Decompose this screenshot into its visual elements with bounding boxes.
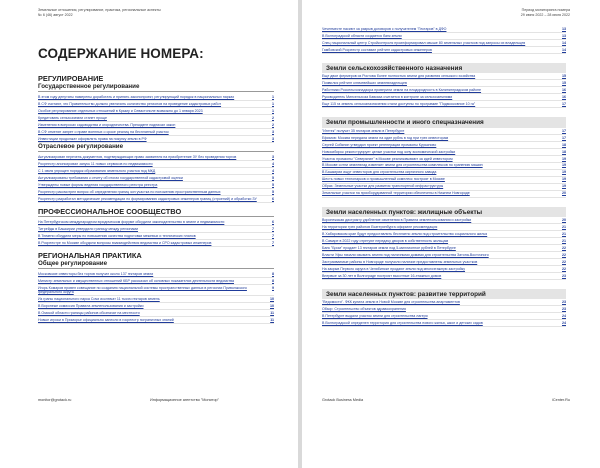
section-divider <box>38 268 274 269</box>
toc-entry-page[interactable]: 19 <box>562 177 566 182</box>
toc-entry-title[interactable]: Участок промзоны "Северянин" в Москве реализовывают за идей инвестором <box>322 156 453 161</box>
toc-entry-page[interactable]: 3 <box>272 129 274 134</box>
toc-entry-title[interactable]: Земельные участки на приоборудованной территории обеспечены в Нижнем Новгороде <box>322 191 470 196</box>
toc-entry[interactable] <box>38 278 274 285</box>
toc-entry-page[interactable]: 16 <box>562 88 566 93</box>
toc-entry-page[interactable]: 9 <box>272 285 274 290</box>
left-header <box>38 8 161 18</box>
toc-entry-page[interactable]: 1 <box>272 101 274 106</box>
toc-entry-page[interactable]: 21 <box>562 231 566 236</box>
toc-entry-title[interactable]: Гамбовский Росреестр составил рейтинг кадастровых инженеров <box>322 47 432 52</box>
toc-entry-page[interactable]: 5 <box>272 182 274 187</box>
toc-entry[interactable] <box>322 231 566 238</box>
toc-entry[interactable] <box>38 168 274 175</box>
toc-entry-page[interactable]: 3 <box>272 136 274 141</box>
toc-entry-page[interactable]: 23 <box>562 307 566 312</box>
section-band <box>322 207 566 217</box>
toc-entry-title[interactable]: Инвестиции продолжат оформлять права на покупку земли в РФ <box>38 136 147 141</box>
toc-entry[interactable] <box>38 182 274 189</box>
toc-entry-page[interactable]: 7 <box>272 227 274 232</box>
toc-entry-page[interactable]: 22 <box>562 266 566 271</box>
toc-entry-page[interactable]: 17 <box>562 135 566 140</box>
toc-entry[interactable] <box>38 196 274 203</box>
toc-entry[interactable] <box>38 233 274 240</box>
toc-entry[interactable] <box>38 317 274 324</box>
toc-entry-page[interactable]: 13 <box>562 26 566 31</box>
toc-entry[interactable] <box>322 266 566 273</box>
toc-entry[interactable] <box>322 170 566 177</box>
toc-entry[interactable] <box>322 94 566 101</box>
toc-entry-page[interactable]: 15 <box>562 81 566 86</box>
toc-entry[interactable] <box>38 219 274 226</box>
toc-entry-page[interactable]: 21 <box>562 238 566 243</box>
toc-entry-page[interactable]: 1 <box>272 108 274 113</box>
footer-email[interactable]: monitor@grotack.ru <box>38 398 72 402</box>
footer-agency: Информационное агентство "Монитор" <box>150 398 220 402</box>
section-band <box>322 63 566 73</box>
toc-entry[interactable] <box>322 26 566 33</box>
section-title: Земли промышленности и иного спецназначения <box>326 119 484 127</box>
toc-entry-title[interactable]: Изменения в вопросах садоводства и огородничества. Президент подписал закон <box>38 122 176 127</box>
toc-entry-title[interactable]: Игорь Комаров провел совещание по созданию национальной системы пространственных данных в регионах Приволжского федерального округа <box>38 285 247 295</box>
toc-entry-title[interactable]: Еще двое фермеров из Ростова более полностью земли для развития сельского хозяйства <box>322 74 476 79</box>
toc-entry-title[interactable]: В Самаре в 2022 году отрегуют передачу дворов в собственность жильцам <box>322 238 449 243</box>
subsection-title: Отраслевое регулирование <box>38 142 124 150</box>
toc-entry-title[interactable]: На закрыв Первого округа в Челябинске продают земли под многоэтажную застройку <box>322 266 466 271</box>
toc-entry-page[interactable]: 24 <box>562 321 566 326</box>
toc-entry[interactable] <box>38 303 274 310</box>
toc-entry-title[interactable]: В Воронеже комиссия Правила землепользования и застройки <box>38 304 144 309</box>
left-page <box>0 0 298 468</box>
toc-entry[interactable] <box>322 245 566 252</box>
toc-entry-page[interactable]: 6 <box>272 220 274 225</box>
toc-entry[interactable] <box>322 33 566 40</box>
toc-entry[interactable] <box>322 87 566 94</box>
section-title: ПРОФЕССИОНАЛЬНОЕ СООБЩЕСТВО <box>38 206 182 216</box>
toc-entry-page[interactable]: 1 <box>272 94 274 99</box>
toc-entry[interactable] <box>38 175 274 182</box>
toc-entry-page[interactable]: 5 <box>272 189 274 194</box>
toc-entry[interactable] <box>322 40 566 47</box>
toc-entry[interactable] <box>322 252 566 259</box>
toc-entry[interactable] <box>322 177 566 184</box>
header-period-label: Период мониторинга номера <box>521 8 570 12</box>
toc-entry-title[interactable]: В Росреестре по Москве обсудили вопросы взаимодействия ведомства и СРО кадастровых инженеров <box>38 241 212 246</box>
toc-entry-page[interactable]: 14 <box>562 40 566 45</box>
toc-entry-title[interactable]: Утверждены новые формы ведения государственного реестра реестра <box>38 182 158 187</box>
toc-entry-page[interactable]: 8 <box>272 278 274 283</box>
toc-entry[interactable] <box>322 306 566 313</box>
toc-entry-page[interactable]: 11 <box>270 311 274 316</box>
section-title: РЕГУЛИРОВАНИЕ <box>38 74 104 83</box>
section-band <box>322 289 566 299</box>
toc-entry-title[interactable]: Обзор: Строительство объектов здравоохранения <box>322 307 406 312</box>
toc-entry[interactable] <box>38 129 274 136</box>
section-title: РЕГИОНАЛЬНАЯ ПРАКТИКА <box>38 251 142 261</box>
toc-entry[interactable] <box>322 149 566 156</box>
toc-entry[interactable] <box>322 299 566 306</box>
toc-entry-title[interactable]: С 1 июля упрощен порядок образования земельного участка под МКД <box>38 168 156 173</box>
toc-entry-page[interactable]: 18 <box>562 149 566 154</box>
toc-entry[interactable] <box>322 238 566 245</box>
toc-entry-page[interactable]: 4 <box>272 161 274 166</box>
toc-entry[interactable] <box>322 217 566 224</box>
toc-entry-title[interactable]: Актуализированы требования к отчету об итогах государственной кадастровой оценки <box>38 175 183 180</box>
toc-entry[interactable] <box>322 128 566 135</box>
toc-entry[interactable] <box>322 47 566 54</box>
toc-entry-page[interactable]: 20 <box>562 217 566 222</box>
toc-entry-title[interactable]: Актуализирован перечень документов, подтверждающих право заявителя на приобретение ЗУ без проведения торгов <box>38 154 237 159</box>
toc-entry[interactable] <box>38 310 274 317</box>
toc-entry[interactable] <box>38 154 274 161</box>
toc-entry-title[interactable]: Шесть новых технопарков и промышленный комплекс построят в Москве <box>322 177 445 182</box>
toc-entry-title[interactable]: "Ведомости". ФКК купила земли в Новой Москве для строительства апартаментов <box>322 300 460 305</box>
toc-entry[interactable] <box>322 184 566 191</box>
section-title: Земли населенных пунктов: жилищные объекты <box>326 208 483 216</box>
toc-entry-title[interactable]: Банк "Бром" продает 13 гектаров земли под 5-миллионное рублей в Петербурге <box>322 245 456 250</box>
toc-entry-title[interactable]: Еще 115 га земель сельхозназначения стали доступны по программе "Подмосковное 10 га" <box>322 102 476 107</box>
toc-entry-page[interactable]: 11 <box>270 318 274 323</box>
toc-entry[interactable] <box>38 240 274 247</box>
toc-entry[interactable] <box>38 296 274 303</box>
toc-entry-title[interactable]: Образ: Земельные участки для развития транспортной инфраструктуры <box>322 184 444 189</box>
toc-entry-title[interactable]: Застраиваемые районы в Новгороде получили наличие предоставлены земельных участков <box>322 259 478 264</box>
page-title: СОДЕРЖАНИЕ НОМЕРА: <box>38 46 204 61</box>
toc-entry-title[interactable]: Из граны национального парка Сочи исключат 11 тысяч гектаров земель <box>38 297 160 302</box>
toc-entry-title[interactable]: В Петербурге выдали участок земли для строительства лагеря <box>322 314 428 319</box>
toc-entry-page[interactable]: 7 <box>272 241 274 246</box>
toc-entry[interactable] <box>38 271 274 278</box>
header-period-dates: 29 июня 2022 – 28 июля 2022 <box>520 12 570 17</box>
toc-entry-title[interactable]: Воронежская дистрикту удобнение изменения в Правила землепользования и застройки <box>322 217 472 222</box>
toc-entry-title[interactable]: Впервые за 30 лет в Волгограде построят высотные 16-этажных домов <box>322 273 442 278</box>
toc-entry-page[interactable]: 2 <box>272 115 274 120</box>
toc-entry-page[interactable]: 13 <box>562 33 566 38</box>
toc-entry-title[interactable]: Московские инвесторы без торгов получат около 137 гектаров земли <box>38 272 154 276</box>
toc-entry-page[interactable]: 6 <box>272 196 274 201</box>
toc-entry-page[interactable]: 7 <box>272 234 274 239</box>
toc-entry-page[interactable]: 19 <box>562 163 566 168</box>
toc-entry-title[interactable]: В Тюмени обсудили меры по повышению качества подготовки межевых и технических планов <box>38 234 196 239</box>
toc-entry-page[interactable]: 24 <box>562 314 566 319</box>
toc-entry-page[interactable]: 22 <box>562 252 566 257</box>
footer-company: Grotack Business Media <box>322 398 364 402</box>
toc-entry[interactable] <box>38 161 274 168</box>
right-page <box>302 0 600 468</box>
toc-entry-title[interactable]: В Волгоградской определен территория для строительства нового жилья, школ и детских садов <box>322 321 483 326</box>
toc-entry[interactable] <box>322 320 566 327</box>
toc-entry[interactable] <box>322 224 566 231</box>
toc-entry-page[interactable]: 4 <box>272 168 274 173</box>
toc-entry-title[interactable]: В СФ считают, что Правительство должно увеличить количество регионов на проведение кадастровых работ <box>38 101 222 106</box>
toc-entry-page[interactable]: 20 <box>562 191 566 196</box>
toc-entry-page[interactable]: 19 <box>562 156 566 161</box>
toc-entry-title[interactable]: Росреестр рассмотрел вопрос об определении границ зон участка по положению пространственным данных <box>38 189 221 194</box>
toc-entry-title[interactable]: В Хабаровском крае будут предоставлять бесплатно земли под строительство социального жилья <box>322 231 488 236</box>
toc-entry-page[interactable]: 14 <box>562 47 566 52</box>
toc-entry-page[interactable]: 23 <box>562 300 566 305</box>
toc-entry-page[interactable]: 10 <box>270 297 274 302</box>
toc-entry-title[interactable]: Росреестр разработал методические рекомендации по формированию кадастровых инженеров границ (строений) и обработки ЗУ <box>38 196 257 201</box>
toc-entry-title[interactable]: Спец национальный центр Стройконтроля проинформировал свыше 80 земельных участков под запросы их владельцев <box>322 40 526 45</box>
toc-entry-title[interactable]: Руководитель Минсельхоза Кавказа считается в контроле за сельхозземлями <box>322 95 453 100</box>
toc-entry[interactable] <box>38 285 274 296</box>
toc-entry[interactable] <box>322 191 566 198</box>
toc-entry[interactable] <box>38 115 274 122</box>
toc-entry-title[interactable]: Появился рейтинг ключевейших землевладельцев <box>322 81 407 86</box>
toc-entry-title[interactable]: В Москве сотни землевлад изменяет земли для строительства комплексов по хранению машин <box>322 163 483 168</box>
left-toc <box>38 70 274 324</box>
toc-entry[interactable] <box>38 94 274 101</box>
toc-entry-title[interactable]: Власти Уфы начали изымать землю под наличными домами для строительства Затона-Восточного <box>322 252 489 257</box>
footer-site[interactable]: iCenter.Ru <box>552 398 570 402</box>
toc-entry[interactable] <box>322 73 566 80</box>
subsection-title: Общее регулирование <box>38 259 108 267</box>
toc-entry-page[interactable]: 2 <box>272 122 274 127</box>
toc-entry-title[interactable]: Росреестр анонсировал запуск 11 новых сервисов по недвижимости <box>38 161 153 166</box>
toc-entry-title[interactable]: Работники Россельхознадзора проверили земли на плодородность в Калининградском районе <box>322 88 482 93</box>
section-divider <box>38 151 274 152</box>
toc-entry-page[interactable]: 8 <box>272 272 274 276</box>
header-issue: № 6 (46) август 2022 <box>38 12 73 17</box>
toc-entry-page[interactable]: 22 <box>562 259 566 264</box>
right-header <box>521 8 570 18</box>
toc-entry-page[interactable]: 3 <box>272 154 274 159</box>
subsection-title: Государственное регулирование <box>38 82 140 90</box>
toc-entry-title[interactable]: Новосибирск реконструирует целые участки под зону экономической застройки <box>322 149 456 154</box>
toc-entry-title[interactable]: Министр земельных и имущественных отношений КБР рассказал об основных показателях деятельности ведомства <box>38 278 234 283</box>
toc-entry-title[interactable]: Новые игроки в Приморье официально занесли в госреестр пограничных знаний <box>38 318 174 323</box>
toc-entry-page[interactable]: 17 <box>562 128 566 133</box>
toc-entry-title[interactable]: На Петербургском международном юридическом форуме обсудили законодательство в земле и недвижимости <box>38 220 225 225</box>
section-divider <box>38 216 274 217</box>
toc-entry[interactable] <box>38 122 274 129</box>
toc-entry[interactable] <box>322 156 566 163</box>
toc-entry[interactable] <box>322 142 566 149</box>
toc-entry-title[interactable]: В Волгоградской области создается банк земли <box>322 33 402 38</box>
toc-entry[interactable] <box>322 259 566 266</box>
toc-entry-page[interactable]: 19 <box>562 170 566 175</box>
section-title: Земли сельскохозяйственного назначения <box>326 64 463 72</box>
toc-entry[interactable] <box>322 273 566 280</box>
toc-entry-page[interactable]: 5 <box>272 175 274 180</box>
toc-entry-page[interactable]: 19 <box>562 184 566 189</box>
toc-entry[interactable] <box>38 101 274 108</box>
toc-entry-title[interactable]: В этом году депутаты намерены доработать и принять законопроект, регулирующий порядок в национальных парках <box>38 94 235 99</box>
toc-entry[interactable] <box>322 313 566 320</box>
toc-entry-page[interactable]: 10 <box>270 304 274 309</box>
toc-entry-page[interactable]: 17 <box>562 102 566 107</box>
toc-entry[interactable] <box>322 163 566 170</box>
toc-entry-page[interactable]: 16 <box>562 95 566 100</box>
toc-entry[interactable] <box>38 108 274 115</box>
toc-entry[interactable] <box>38 136 274 143</box>
toc-entry-page[interactable]: 23 <box>562 273 566 278</box>
section-divider <box>38 91 274 92</box>
toc-entry-title[interactable]: Кредитовать сельхозземли станет проще <box>38 115 107 120</box>
toc-entry-title[interactable]: Особое регулирование отдельных отношений в Крыму и Севастополе возможно до 1 января 2023 <box>38 108 203 113</box>
toc-entry-title[interactable]: Сергей Собянин утвердил проект регенерации промзоны Курьяново <box>322 142 437 147</box>
toc-entry-title[interactable]: Ефимов: Москва передала земли на один рубль в год при трех инвесторам <box>322 135 449 140</box>
toc-entry[interactable] <box>38 189 274 196</box>
toc-entry-title[interactable]: В Омской области границы районов обозначат на местности <box>38 311 140 316</box>
toc-entry[interactable] <box>322 135 566 142</box>
toc-entry-title[interactable]: Титрейдж в Башкирии утвердили границу между регионами <box>38 227 139 232</box>
right-toc <box>322 26 566 327</box>
toc-entry-page[interactable]: 22 <box>562 245 566 250</box>
section-band <box>322 117 566 127</box>
section-title: Земли населенных пунктов: развитие территорий <box>326 290 486 298</box>
toc-entry-page[interactable]: 21 <box>562 224 566 229</box>
toc-entry[interactable] <box>322 101 566 108</box>
toc-entry-title[interactable]: На территории трех районов Екатеринбурга оформле рекомендация <box>322 224 438 229</box>
toc-entry-title[interactable]: В Башкирии ищут инвесторов для строительства кирпичного завода <box>322 170 437 175</box>
toc-entry[interactable] <box>322 80 566 87</box>
toc-entry-title[interactable]: "Ингтек" получит 35 гектаров земли в Петербурге <box>322 128 405 133</box>
toc-entry-title[interactable]: Чеченместе насиют за разрыв договоров с получателем "Гектаров" в ДФО <box>322 26 447 31</box>
toc-entry-page[interactable]: 18 <box>562 142 566 147</box>
header-line: Земельные отношения, регулирование, практика, региональные аспекты <box>38 8 161 12</box>
toc-entry[interactable] <box>38 226 274 233</box>
toc-entry-title[interactable]: В СФ отменят запрет о праве военных о сроке реалиц на бесплатный участок <box>38 129 169 134</box>
toc-entry-page[interactable]: 15 <box>562 74 566 79</box>
